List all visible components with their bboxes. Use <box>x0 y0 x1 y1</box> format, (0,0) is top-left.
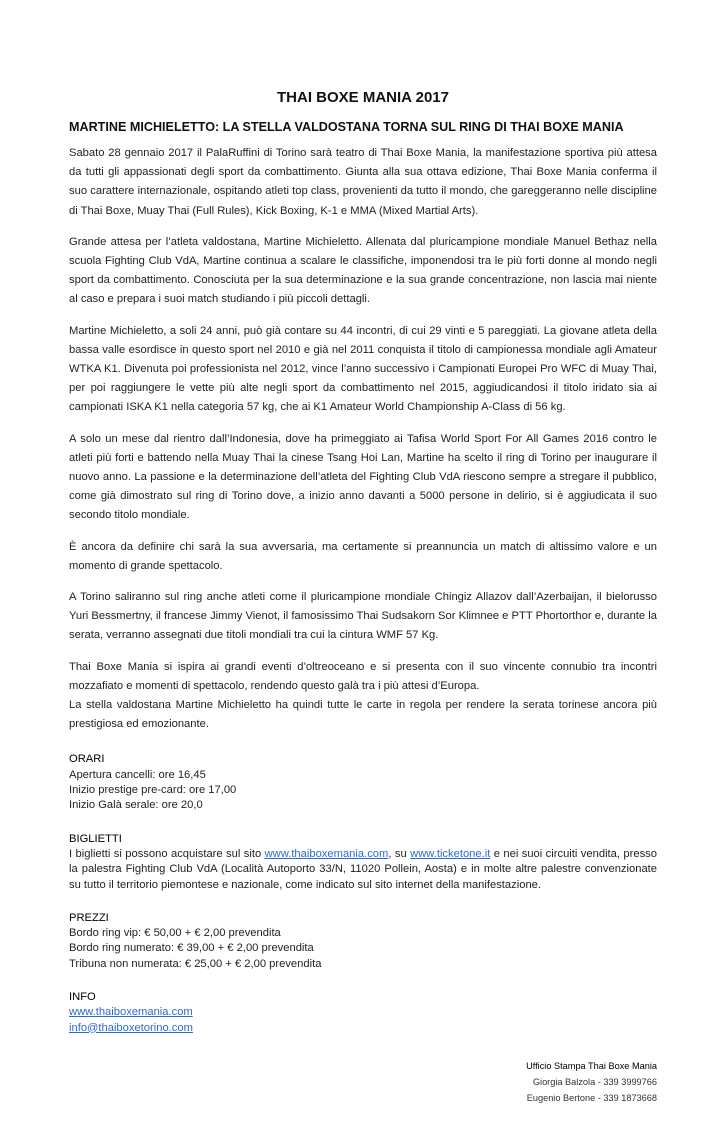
paragraph: Martine Michieletto, a soli 24 anni, può già contare su 44 incontri, di cui 29 vinti e 5 pareggiati. La giovane atleta della bassa valle esordisce in questo sport nel 2010 e già nel 2011 conquista il titolo di campionessa mondiale agli Amateur WTKA K1. Divenuta poi professionista nel 2012, vince l’anno successivo i Campionati Europei Pro WFC di Muay Thai, per poi raggiungere le vette più alte negli sport da combattimento nel 2015, aggiudicandosi il titolo iridato sia ai campionati ISKA K1 nella categoria 57 kg, che ai K1 Amateur World Championship A-Class di 56 kg. <box>69 324 657 414</box>
paragraph: A solo un mese dal rientro dall’Indonesia, dove ha primeggiato ai Tafisa World Sport For All Games 2016 contro le atleti più forti e battendo nella Muay Thai la cinese Tsang Hoi Lan, Martine ha scelto il ring di Torino per inaugurare il nuovo anno. La passione e la determinazione dell’atleta del Fighting Club VdA riescono sempre a stregare il pubblico, come già dimostrato sul ring di Torino dove, a inizio anno davanti a 5000 persone in delirio, si è aggiudicata il suo secondo titolo mondiale. <box>69 432 657 522</box>
info-section <box>69 990 657 1036</box>
prezzi-line: Bordo ring vip: € 50,00 + € 2,00 prevendita <box>69 927 281 940</box>
biglietti-heading: BIGLIETTI <box>69 832 122 845</box>
prezzi-line: Bordo ring numerato: € 39,00 + € 2,00 prevendita <box>69 942 314 955</box>
paragraph: Thai Boxe Mania si ispira ai grandi eventi d’oltreoceano e si presenta con il suo vincente connubio tra incontri mozzafiato e momenti di spettacolo, rendendo questo galà tra i più attesi d’Europa. <box>69 660 657 692</box>
orari-line: Apertura cancelli: ore 16,45 <box>69 768 206 781</box>
prezzi-section <box>69 911 657 972</box>
info-heading: INFO <box>69 991 96 1004</box>
article-body <box>69 144 657 734</box>
ticketone-link[interactable]: www.ticketone.it <box>410 847 491 860</box>
paragraph: La stella valdostana Martine Michieletto ha quindi tutte le carte in regola per rendere la serata torinese ancora più prestigiosa ed emozionante. <box>69 699 657 731</box>
biglietti-text-3: e nei suoi circuiti vendita, presso la palestra Fighting Club VdA (Località Autoporto 33/N, 11020 Pollein, Aosta) e in molte altre palestre convenzionate su tutto il territorio piemontese e nazionale, come indicato sul sito internet della manifestazione. <box>69 847 657 891</box>
biglietti-section <box>69 832 657 893</box>
press-office-signature <box>69 1058 657 1106</box>
email-link[interactable]: info@thaiboxetorino.com <box>69 1021 193 1034</box>
paragraph: A Torino saliranno sul ring anche atleti come il pluricampione mondiale Chingiz Allazov dall’Azerbaijan, il bielorusso Yuri Bessmertny, il francese Jimmy Vienot, il famosissimo Thai Sudsakorn Sor Klimnee e PTT Phortorthor e, durante la serata, verranno assegnati due titoli mondiali tra cui la cintura WMF 57 Kg. <box>69 591 657 642</box>
document-title: THAI BOXE MANIA 2017 <box>277 89 449 106</box>
orari-line: Inizio Galà serale: ore 20,0 <box>69 799 203 812</box>
document-subtitle: MARTINE MICHIELETTO: LA STELLA VALDOSTANA TORNA SUL RING DI THAI BOXE MANIA <box>69 120 624 134</box>
biglietti-text-2: , su <box>388 847 411 860</box>
thaiboxemania-link[interactable]: www.thaiboxemania.com <box>264 847 389 860</box>
biglietti-text <box>69 847 657 893</box>
orari-section <box>69 752 657 813</box>
paragraph: È ancora da definire chi sarà la sua avversaria, ma certamente si preannuncia un match di altissimo valore e un momento di grande spettacolo. <box>69 540 657 572</box>
biglietti-text-1: I biglietti si possono acquistare sul sito <box>69 847 265 860</box>
paragraph: Sabato 28 gennaio 2017 il PalaRuffini di Torino sarà teatro di Thai Boxe Mania, la manifestazione sportiva più attesa da tutti gli appassionati degli sport da combattimento. Giunta alla sua ottava edizione, Thai Boxe Mania conferma il suo carattere internazionale, ospitando atleti top class, provenienti da tutto il mondo, che gareggeranno nelle discipline di Thai Boxe, Muay Thai (Full Rules), Kick Boxing, K-1 e MMA (Mixed Martial Arts). <box>69 147 657 217</box>
press-office-name: Ufficio Stampa Thai Boxe Mania <box>526 1060 657 1071</box>
prezzi-line: Tribuna non numerata: € 25,00 + € 2,00 prevendita <box>69 957 322 970</box>
press-contact: Giorgia Balzola - 339 3999766 <box>532 1076 657 1087</box>
website-link[interactable]: www.thaiboxemania.com <box>69 1006 193 1019</box>
orari-heading: ORARI <box>69 753 105 766</box>
orari-line: Inizio prestige pre-card: ore 17,00 <box>69 784 237 797</box>
paragraph: Grande attesa per l’atleta valdostana, Martine Michieletto. Allenata dal pluricampione mondiale Manuel Bethaz nella scuola Fighting Club VdA, Martine continua a scalare le classifiche, imponendosi tra le più forti donne al mondo negli sport da combattimento. Conosciuta per la sua determinazione e la sua grande concentrazione, non lascia mai niente al caso e prepara i suoi match studiando i più piccoli dettagli. <box>69 235 657 306</box>
prezzi-heading: PREZZI <box>69 911 109 924</box>
press-contact: Eugenio Bertone - 339 1873668 <box>526 1092 657 1103</box>
